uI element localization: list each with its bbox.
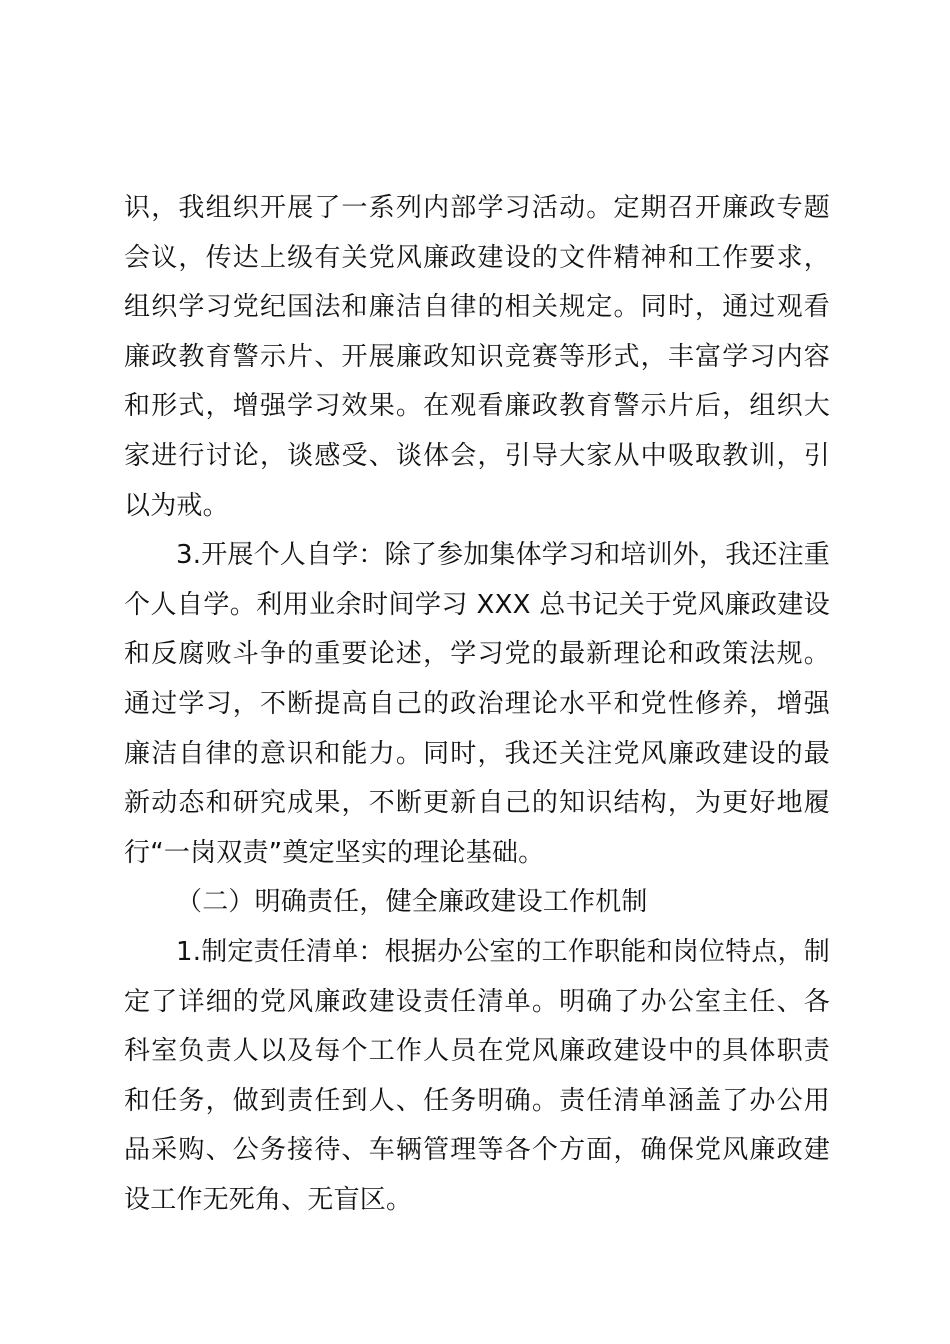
section-heading-responsibility: （二）明确责任，健全廉政建设工作机制 [176, 887, 648, 918]
document-body [124, 184, 830, 1225]
paragraph-self-study: 3.开展个人自学：除了参加集体学习和培训外，我还注重个人自学。利用业余时间学习 XXX 总书记关于党风廉政建设和反腐败斗争的重要论述，学习党的最新理论和政策法规。通过学习，不断提高自己的政治理论水平和党性修养，增强廉洁自律的意识和能力。同时，我还关注党风廉政建设的最新动态和研究成果，不断更新自己的知识结构，为更好地履行“一岗双责”奠定坚实的理论基础。 [124, 540, 831, 868]
paragraph-responsibility-list: 1.制定责任清单：根据办公室的工作职能和岗位特点，制定了详细的党风廉政建设责任清单。明确了办公室主任、各科室负责人以及每个工作人员在党风廉政建设中的具体职责和任务，做到责任到人、任务明确。责任清单涵盖了办公用品采购、公务接待、车辆管理等各个方面，确保党风廉政建设工作无死角、无盲区。 [124, 936, 831, 1215]
paragraph-study-activities: 识，我组织开展了一系列内部学习活动。定期召开廉政专题会议，传达上级有关党风廉政建设的文件精神和工作要求，组织学习党纪国法和廉洁自律的相关规定。同时，通过观看廉政教育警示片、开展廉政知识竞赛等形式，丰富学习内容和形式，增强学习效果。在观看廉政教育警示片后，组织大家进行讨论，谈感受、谈体会，引导大家从中吸取教训，引以为戒。 [124, 193, 830, 521]
